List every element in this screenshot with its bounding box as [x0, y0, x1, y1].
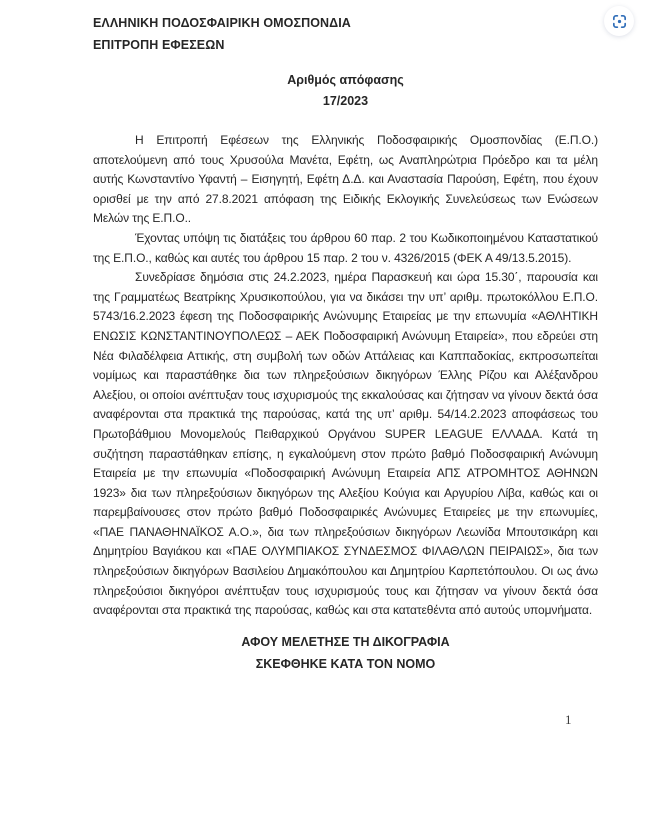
decision-number-label: Αριθμός απόφασης — [287, 73, 404, 87]
body-paragraph: Η Επιτροπή Εφέσεων της Ελληνικής Ποδοσφαιρικής Ομοσπονδίας (Ε.Π.Ο.) αποτελούμενη από τους Χρυσούλα Μανέτα, Εφέτη, ως Αναπληρώτρια Πρόεδρο και τα μέλη αυτής Κωνσταντίνο Υφαντή – Εισηγητή, Εφέτη Δ.Δ. και Αναστασία Παρούση, Εφέτη, που έχουν ορισθεί με την από 27.8.2021 απόφαση της Ειδικής Εκλογικής Συνελεύσεως των Ενώσεων Μελών της Ε.Π.Ο.. — [93, 133, 598, 226]
organization-name: ΕΛΛΗΝΙΚΗ ΠΟΔΟΣΦΑΙΡΙΚΗ ΟΜΟΣΠΟΝΔΙΑ — [93, 16, 351, 30]
closing-line: ΣΚΕΦΘΗΚΕ ΚΑΤΑ ΤΟΝ ΝΟΜΟ — [255, 656, 436, 671]
closing-formula — [93, 631, 598, 675]
decision-body — [93, 131, 598, 621]
page-number: 1 — [565, 712, 572, 727]
committee-name: ΕΠΙΤΡΟΠΗ ΕΦΕΣΕΩΝ — [93, 38, 225, 52]
document-header — [93, 12, 598, 56]
closing-line: ΑΦΟΥ ΜΕΛΕΤΗΣΕ ΤΗ ΔΙΚΟΓΡΑΦΙΑ — [241, 634, 450, 649]
body-paragraph: Συνεδρίασε δημόσια στις 24.2.2023, ημέρα Παρασκευή και ώρα 15.30΄, παρουσία και της Γραμματέως Βεατρίκης Χρυσικοπούλου, για να δικάσει την υπ’ αριθμ. πρωτοκόλλου Ε.Π.Ο. 5743/16.2.2023 έφεση της Ποδοσφαιρικής Ανώνυμης Εταιρείας με την επωνυμία «ΑΘΛΗΤΙΚΗ ΕΝΩΣΙΣ ΚΩΝΣΤΑΝΤΙΝΟΥΠΟΛΕΩΣ – ΑΕΚ Ποδοσφαιρική Ανώνυμη Εταιρεία», που εδρεύει στη Νέα Φιλαδέλφεια Αττικής, στη συμβολή των οδών Αττάλειας και Καππαδοκίας, εκπροσωπείται νομίμως και παραστάθηκε δια των πληρεξούσιων δικηγόρων Έλλης Ρίζου και Αλέξανδρου Αλεξίου, οι οποίοι ανέπτυξαν τους ισχυρισμούς της εκκαλούσας και ζήτησαν να γίνουν δεκτά όσα αναφέρονται στα πρακτικά της παρούσας, κατά της υπ’ αριθμ. 54/14.2.2023 αποφάσεως του Πρωτοβάθμιου Μονομελούς Πειθαρχικού Οργάνου SUPER LEAGUE ΕΛΛΑΔΑ. Κατά τη συζήτηση παραστάθηκαν επίσης, η εγκαλούμενη στον πρώτο βαθμό Ποδοσφαιρική Ανώνυμη Εταιρεία με την επωνυμία «Ποδοσφαιρική Ανώνυμη Εταιρεία ΑΠΣ ΑΤΡΟΜΗΤΟΣ ΑΘΗΝΩΝ 1923» δια των πληρεξούσιων δικηγόρων της Αλεξίου Κούγια και Αργυρίου Λίβα, καθώς και οι παρεμβαίνουσες στον πρώτο βαθμό Ποδοσφαιρικές Ανώνυμες Εταιρείες με την επωνυμίες, «ΠΑΕ ΠΑΝΑΘΗΝΑΪΚΟΣ Α.Ο.», δια των πληρεξούσιων δικηγόρων Λεωνίδα Μπουτσικάρη και Δημητρίου Βαγιάκου και «ΠΑΕ ΟΛΥΜΠΙΑΚΟΣ ΣΥΝΔΕΣΜΟΣ ΦΙΛΑΘΛΩΝ ΠΕΙΡΑΙΩΣ», δια των πληρεξούσιων δικηγόρων Βασιλείου Δημακόπουλου και Δημητρίου Καρπετόπουλου. Οι ως άνω πληρεξούσιοι δικηγόροι ανέπτυξαν τους ισχυρισμούς τους και ζήτησαν να γίνουν δεκτά όσα αναφέρονται στα πρακτικά της παρούσας, καθώς και στα κατατεθέντα από αυτούς υπομνήματα. — [93, 270, 598, 618]
decision-number-block — [93, 70, 598, 112]
body-paragraph: Έχοντας υπόψη τις διατάξεις του άρθρου 60 παρ. 2 του Κωδικοποιημένου Καταστατικού της Ε.Π.Ο., καθώς και αυτές του άρθρου 15 παρ. 2 του ν. 4326/2015 (ΦΕΚ Α 49/13.5.2015). — [93, 230, 598, 265]
decision-document — [93, 12, 598, 675]
scan-focus-button[interactable] — [604, 6, 634, 36]
decision-number-value: 17/2023 — [322, 94, 369, 108]
scan-focus-icon — [611, 13, 628, 30]
